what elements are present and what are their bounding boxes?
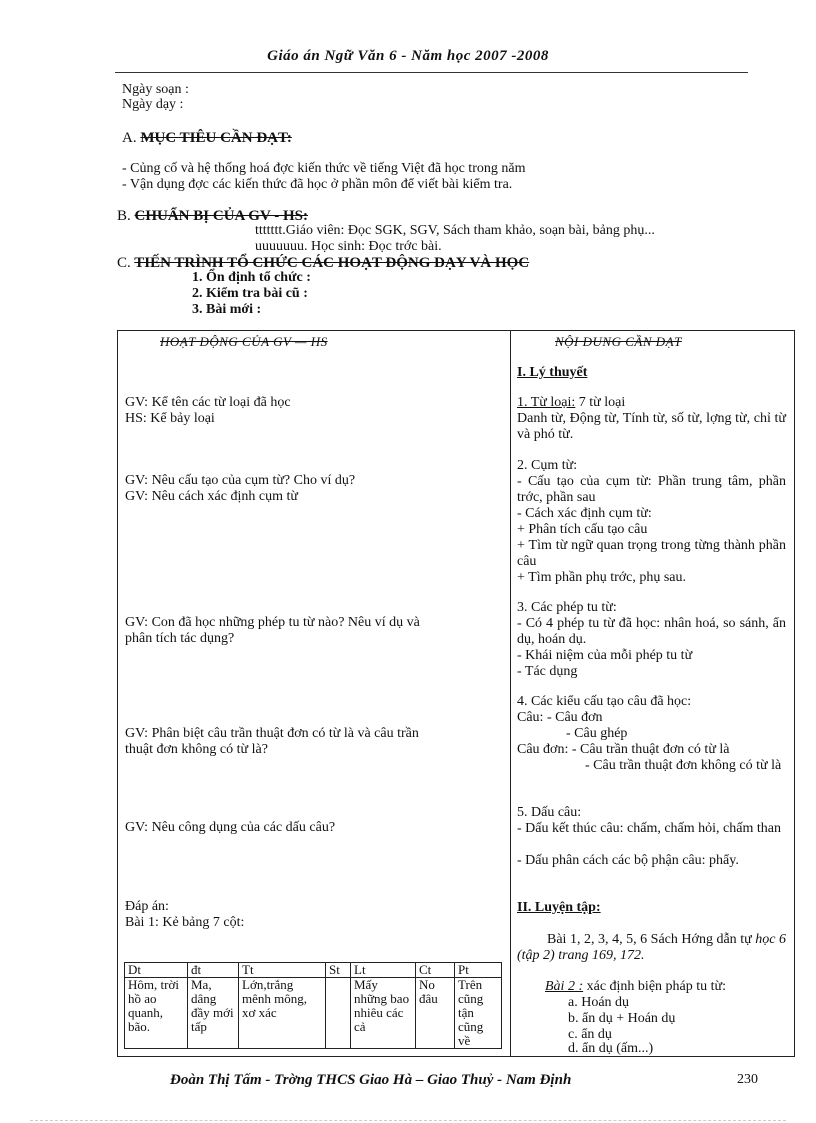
cell-danh-tu: Hôm, trời hồ ao quanh, bão. — [125, 978, 188, 1049]
tu-loai-label: 1. Từ loại: — [517, 395, 576, 410]
page-number: 230 — [737, 1072, 758, 1087]
cau-don-khong-tu-la: - Câu trần thuật đơn không có từ là — [585, 758, 782, 773]
section-b-title: CHUẨN BỊ CỦA GV - HS: — [134, 208, 309, 224]
gv-question-3: GV: Con đã học những phép tu từ nào? Nêu ví dụ và — [125, 615, 420, 630]
header-cell-tt: Tt — [239, 963, 326, 978]
section-b-line2: uuuuuuu. Học sinh: Đọc trớc bài. — [255, 239, 442, 254]
section-c-heading — [117, 255, 529, 272]
cau-tao-cau-heading: 4. Các kiểu cấu tạo câu đã học: — [517, 694, 692, 709]
cau-don-item: Câu: - Câu đơn — [517, 710, 603, 725]
bai-2-answer-a: a. Hoán dụ — [568, 995, 630, 1010]
footer-author: Đoàn Thị Tấm - Trờng THCS Giao Hà – Giao Thuỷ - Nam Định — [170, 1072, 572, 1088]
word-class-table — [124, 962, 502, 1049]
luyen-tap-text — [517, 932, 786, 964]
answer-label: Đáp án: — [125, 899, 169, 914]
cell-dong-tu: Ma, dâng đầy mới tấp — [188, 978, 239, 1049]
header-cell-ct: Ct — [416, 963, 455, 978]
cell-pho-tu: Trên cũng tận cũng về — [455, 978, 502, 1049]
section-c-title: TIẾN TRÌNH TỔ CHỨC CÁC HOẠT ĐỘNG DẠY VÀ HỌC — [134, 255, 530, 271]
cum-tu-structure: - Cấu tạo của cụm từ: Phần trung tâm, phần trớc, phần sau — [517, 474, 786, 505]
phep-tu-tu-effect: - Tác dụng — [517, 664, 578, 679]
gv-question-4b: thuật đơn không có từ là? — [125, 742, 268, 757]
header-cell-pt: Pt — [455, 963, 502, 978]
section-a-heading — [122, 130, 292, 147]
cell-chi-tu: No đâu — [416, 978, 455, 1049]
cum-tu-heading: 2. Cụm từ: — [517, 458, 578, 473]
header-cell-dt: Dt — [125, 963, 188, 978]
section-b-line1: ttttttt.Giáo viên: Đọc SGK, SGV, Sách tham khảo, soạn bài, bảng phụ... — [255, 223, 655, 238]
luyen-tap-text-main: Bài 1, 2, 3, 4, 5, 6 Sách Hớng dẫn tự — [547, 932, 756, 947]
cell-tinh-tu: Lớn,trắng mênh mông, xơ xác — [239, 978, 326, 1049]
table-divider — [510, 330, 511, 1057]
page-bottom-rule — [30, 1120, 786, 1121]
section-a-line1: - Củng cố và hệ thống hoá đợc kiến thức về tiếng Việt đã học trong năm — [122, 161, 526, 176]
section-a-line2: - Vận dụng đợc các kiến thức đã học ở phần môn để viết bài kiểm tra. — [122, 177, 513, 192]
bai-1-label: Bài 1: Kẻ bảng 7 cột: — [125, 915, 245, 930]
gv-question-2: GV: Nêu cấu tạo của cụm từ? Cho ví dụ? — [125, 473, 356, 488]
ly-thuyet-heading: I. Lý thuyết — [517, 365, 588, 380]
header-title: Giáo án Ngữ Văn 6 - Năm học 2007 -2008 — [267, 48, 549, 64]
word-class-header-row — [125, 963, 502, 978]
gv-question-3b: phân tích tác dụng? — [125, 631, 235, 646]
phep-tu-tu-heading: 3. Các phép tu từ: — [517, 600, 617, 615]
dau-phan-cach: - Dấu phân cách các bộ phận câu: phẩy. — [517, 853, 739, 868]
cum-tu-step-2: + Tìm từ ngữ quan trọng trong từng thành phần câu — [517, 538, 786, 569]
cum-tu-step-3: + Tìm phần phụ trớc, phụ sau. — [517, 570, 687, 585]
ngay-day: Ngày dạy : — [122, 97, 184, 112]
gv-question-1: GV: Kể tên các từ loại đã học — [125, 395, 291, 410]
step-2: 2. Kiểm tra bài cũ : — [192, 286, 308, 301]
cau-don-co-tu-la: Câu đơn: - Câu trần thuật đơn có từ là — [517, 742, 730, 757]
luyen-tap-heading: II. Luyện tập: — [517, 900, 601, 915]
tu-loai-text: Danh từ, Động từ, Tính từ, số từ, lợng từ, chỉ từ và phó từ. — [517, 411, 786, 442]
cum-tu-step-1: + Phân tích cấu tạo câu — [517, 522, 648, 537]
cum-tu-method: - Cách xác định cụm từ: — [517, 506, 652, 521]
step-1: 1. Ổn định tổ chức : — [192, 270, 311, 285]
section-a-title: MỤC TIÊU CẦN ĐẠT: — [140, 130, 292, 146]
word-class-table-wrap — [124, 962, 504, 1057]
column-header-right: NỘI DUNG CẦN ĐẠT — [555, 334, 682, 349]
ngay-soan: Ngày soạn : — [122, 82, 189, 97]
header-cell-dongtu: đt — [188, 963, 239, 978]
cell-so-tu — [326, 978, 351, 1049]
header-cell-lt: Lt — [351, 963, 416, 978]
bai-2-answer-b: b. ẩn dụ + Hoán dụ — [568, 1011, 676, 1026]
gv-question-5: GV: Nêu công dụng của các dấu câu? — [125, 820, 336, 835]
section-b-letter: B. — [117, 208, 131, 224]
tu-loai-heading — [517, 395, 786, 411]
column-header-left: HOẠT ĐỘNG CỦA GV — HS — [160, 334, 328, 349]
bai-2-label: Bài 2 : — [545, 979, 584, 994]
section-c-letter: C. — [117, 255, 131, 271]
cau-ghep-item: - Câu ghép — [566, 726, 628, 741]
phep-tu-tu-list: - Có 4 phép tu từ đã học: nhân hoá, so sánh, ẩn dụ, hoán dụ. — [517, 616, 786, 647]
luyen-tap-text-italic: học 6 (tập 2) trang 169, 172. — [517, 932, 786, 963]
gv-question-4: GV: Phân biệt câu trần thuật đơn có từ là và câu trần — [125, 726, 419, 741]
hs-answer-1: HS: Kể bảy loại — [125, 411, 215, 426]
word-class-data-row — [125, 978, 502, 1049]
bai-2-answer-d: d. ẩn dụ (ấm...) — [568, 1041, 654, 1056]
dau-ket-thuc: - Dấu kết thúc câu: chấm, chấm hỏi, chấm than — [517, 821, 781, 836]
dau-cau-heading: 5. Dấu câu: — [517, 805, 582, 820]
bai-2-instruction: xác định biện pháp tu từ: — [583, 979, 727, 994]
tu-loai-count: 7 từ loại — [575, 395, 626, 410]
bai-2-line — [545, 979, 786, 995]
header-cell-st: St — [326, 963, 351, 978]
bai-2-answer-c: c. ẩn dụ — [568, 1027, 612, 1042]
step-3: 3. Bài mới : — [192, 302, 262, 317]
header-rule — [115, 72, 748, 73]
cell-luong-tu: Mấy những bao nhiêu các cả — [351, 978, 416, 1049]
section-a-letter: A. — [122, 130, 137, 146]
gv-question-2b: GV: Nêu cách xác định cụm từ — [125, 489, 298, 504]
phep-tu-tu-concept: - Khái niệm của mỗi phép tu từ — [517, 648, 693, 663]
